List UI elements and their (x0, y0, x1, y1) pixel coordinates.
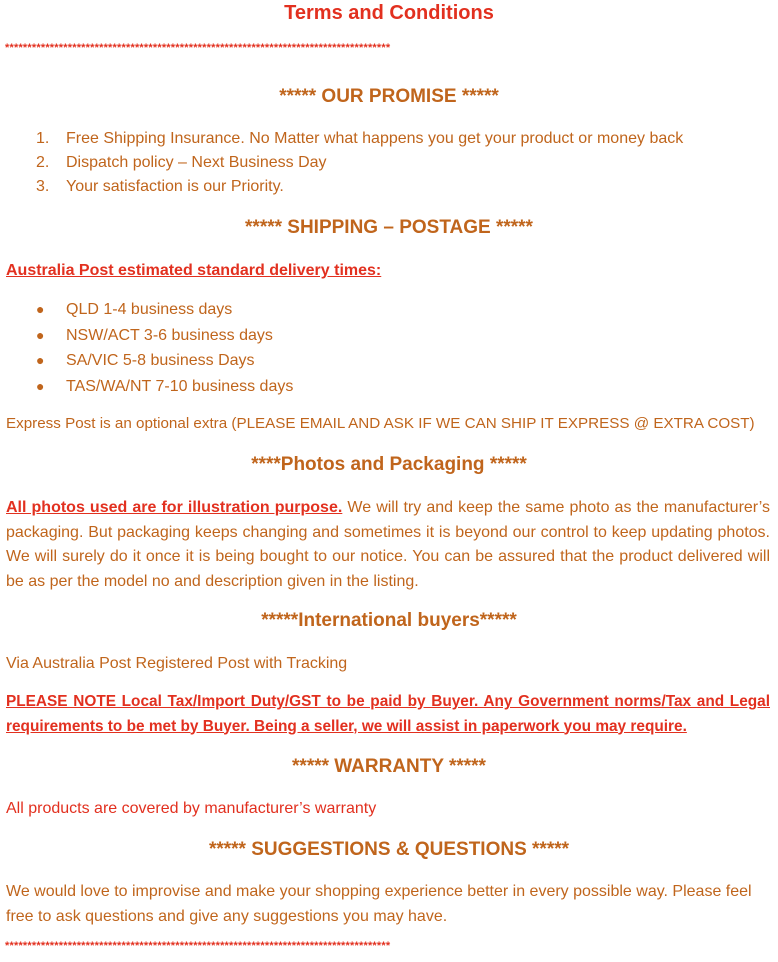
list-item (28, 301, 768, 327)
list-item (28, 352, 768, 378)
suggestions-heading: ***** SUGGESTIONS & QUESTIONS ***** (208, 839, 570, 860)
shipping-subheading: Australia Post estimated standard delivery times: (6, 262, 382, 279)
list-number: 3. (36, 178, 50, 195)
bullet-icon: ● (36, 301, 45, 317)
photos-heading: ****Photos and Packaging ***** (251, 454, 527, 475)
list-item (28, 378, 768, 404)
delivery-times-list (28, 301, 768, 403)
international-note-wrap (6, 690, 770, 739)
list-number: 1. (36, 130, 50, 147)
international-note: PLEASE NOTE Local Tax/Import Duty/GST to be paid by Buyer. Any Government norms/Tax and Legal requirements to be met by Buyer. Being a seller, we will assist in paperwork you may require. (6, 693, 770, 735)
photos-lead: All photos used are for illustration purpose. (6, 499, 343, 516)
list-item (28, 154, 768, 178)
list-item (28, 178, 768, 202)
list-text: Dispatch policy – Next Business Day (66, 154, 327, 171)
suggestions-paragraph: We would love to improvise and make your shopping experience better in every possible way. Please feel free to ask questions and give any suggestions you may have. (6, 883, 752, 925)
page-title: Terms and Conditions (284, 2, 494, 24)
list-number: 2. (36, 154, 50, 171)
list-text: TAS/WA/NT 7-10 business days (66, 377, 294, 395)
list-text: SA/VIC 5-8 business Days (66, 352, 255, 369)
bullet-icon: ● (36, 326, 45, 343)
bullet-icon: ● (36, 377, 45, 394)
list-item (28, 130, 768, 154)
shipping-subheading-wrap (6, 259, 770, 284)
divider-top: ************************************************************************************** (5, 42, 391, 54)
promise-list (28, 130, 768, 202)
shipping-heading: ***** SHIPPING – POSTAGE ***** (245, 217, 533, 238)
warranty-line: All products are covered by manufacturer’s warranty (6, 800, 377, 817)
international-heading: *****International buyers***** (261, 610, 517, 631)
list-text: Your satisfaction is our Priority. (66, 178, 284, 195)
list-text: QLD 1-4 business days (66, 301, 233, 318)
photos-paragraph (6, 496, 770, 594)
warranty-heading: ***** WARRANTY ***** (292, 756, 486, 777)
photos-body: We will try and keep the same photo as the manufacturer’s packaging. But packaging keeps changing and sometimes it is beyond our control to keep updating photos. We will surely do it once it is being bought to our notice. You can be assured that the product delivered will be as per the model no and description given in the listing. (6, 499, 770, 590)
list-text: Free Shipping Insurance. No Matter what happens you get your product or money back (66, 130, 684, 147)
promise-heading: ***** OUR PROMISE ***** (279, 86, 499, 107)
list-text: NSW/ACT 3-6 business days (66, 326, 273, 344)
divider-bottom: ************************************************************************************** (5, 940, 391, 952)
list-item (28, 327, 768, 353)
express-note: Express Post is an optional extra (PLEASE EMAIL AND ASK IF WE CAN SHIP IT EXPRESS @ EXTRA COST) (6, 415, 755, 432)
international-line: Via Australia Post Registered Post with Tracking (6, 655, 348, 672)
bullet-icon: ● (36, 352, 45, 368)
